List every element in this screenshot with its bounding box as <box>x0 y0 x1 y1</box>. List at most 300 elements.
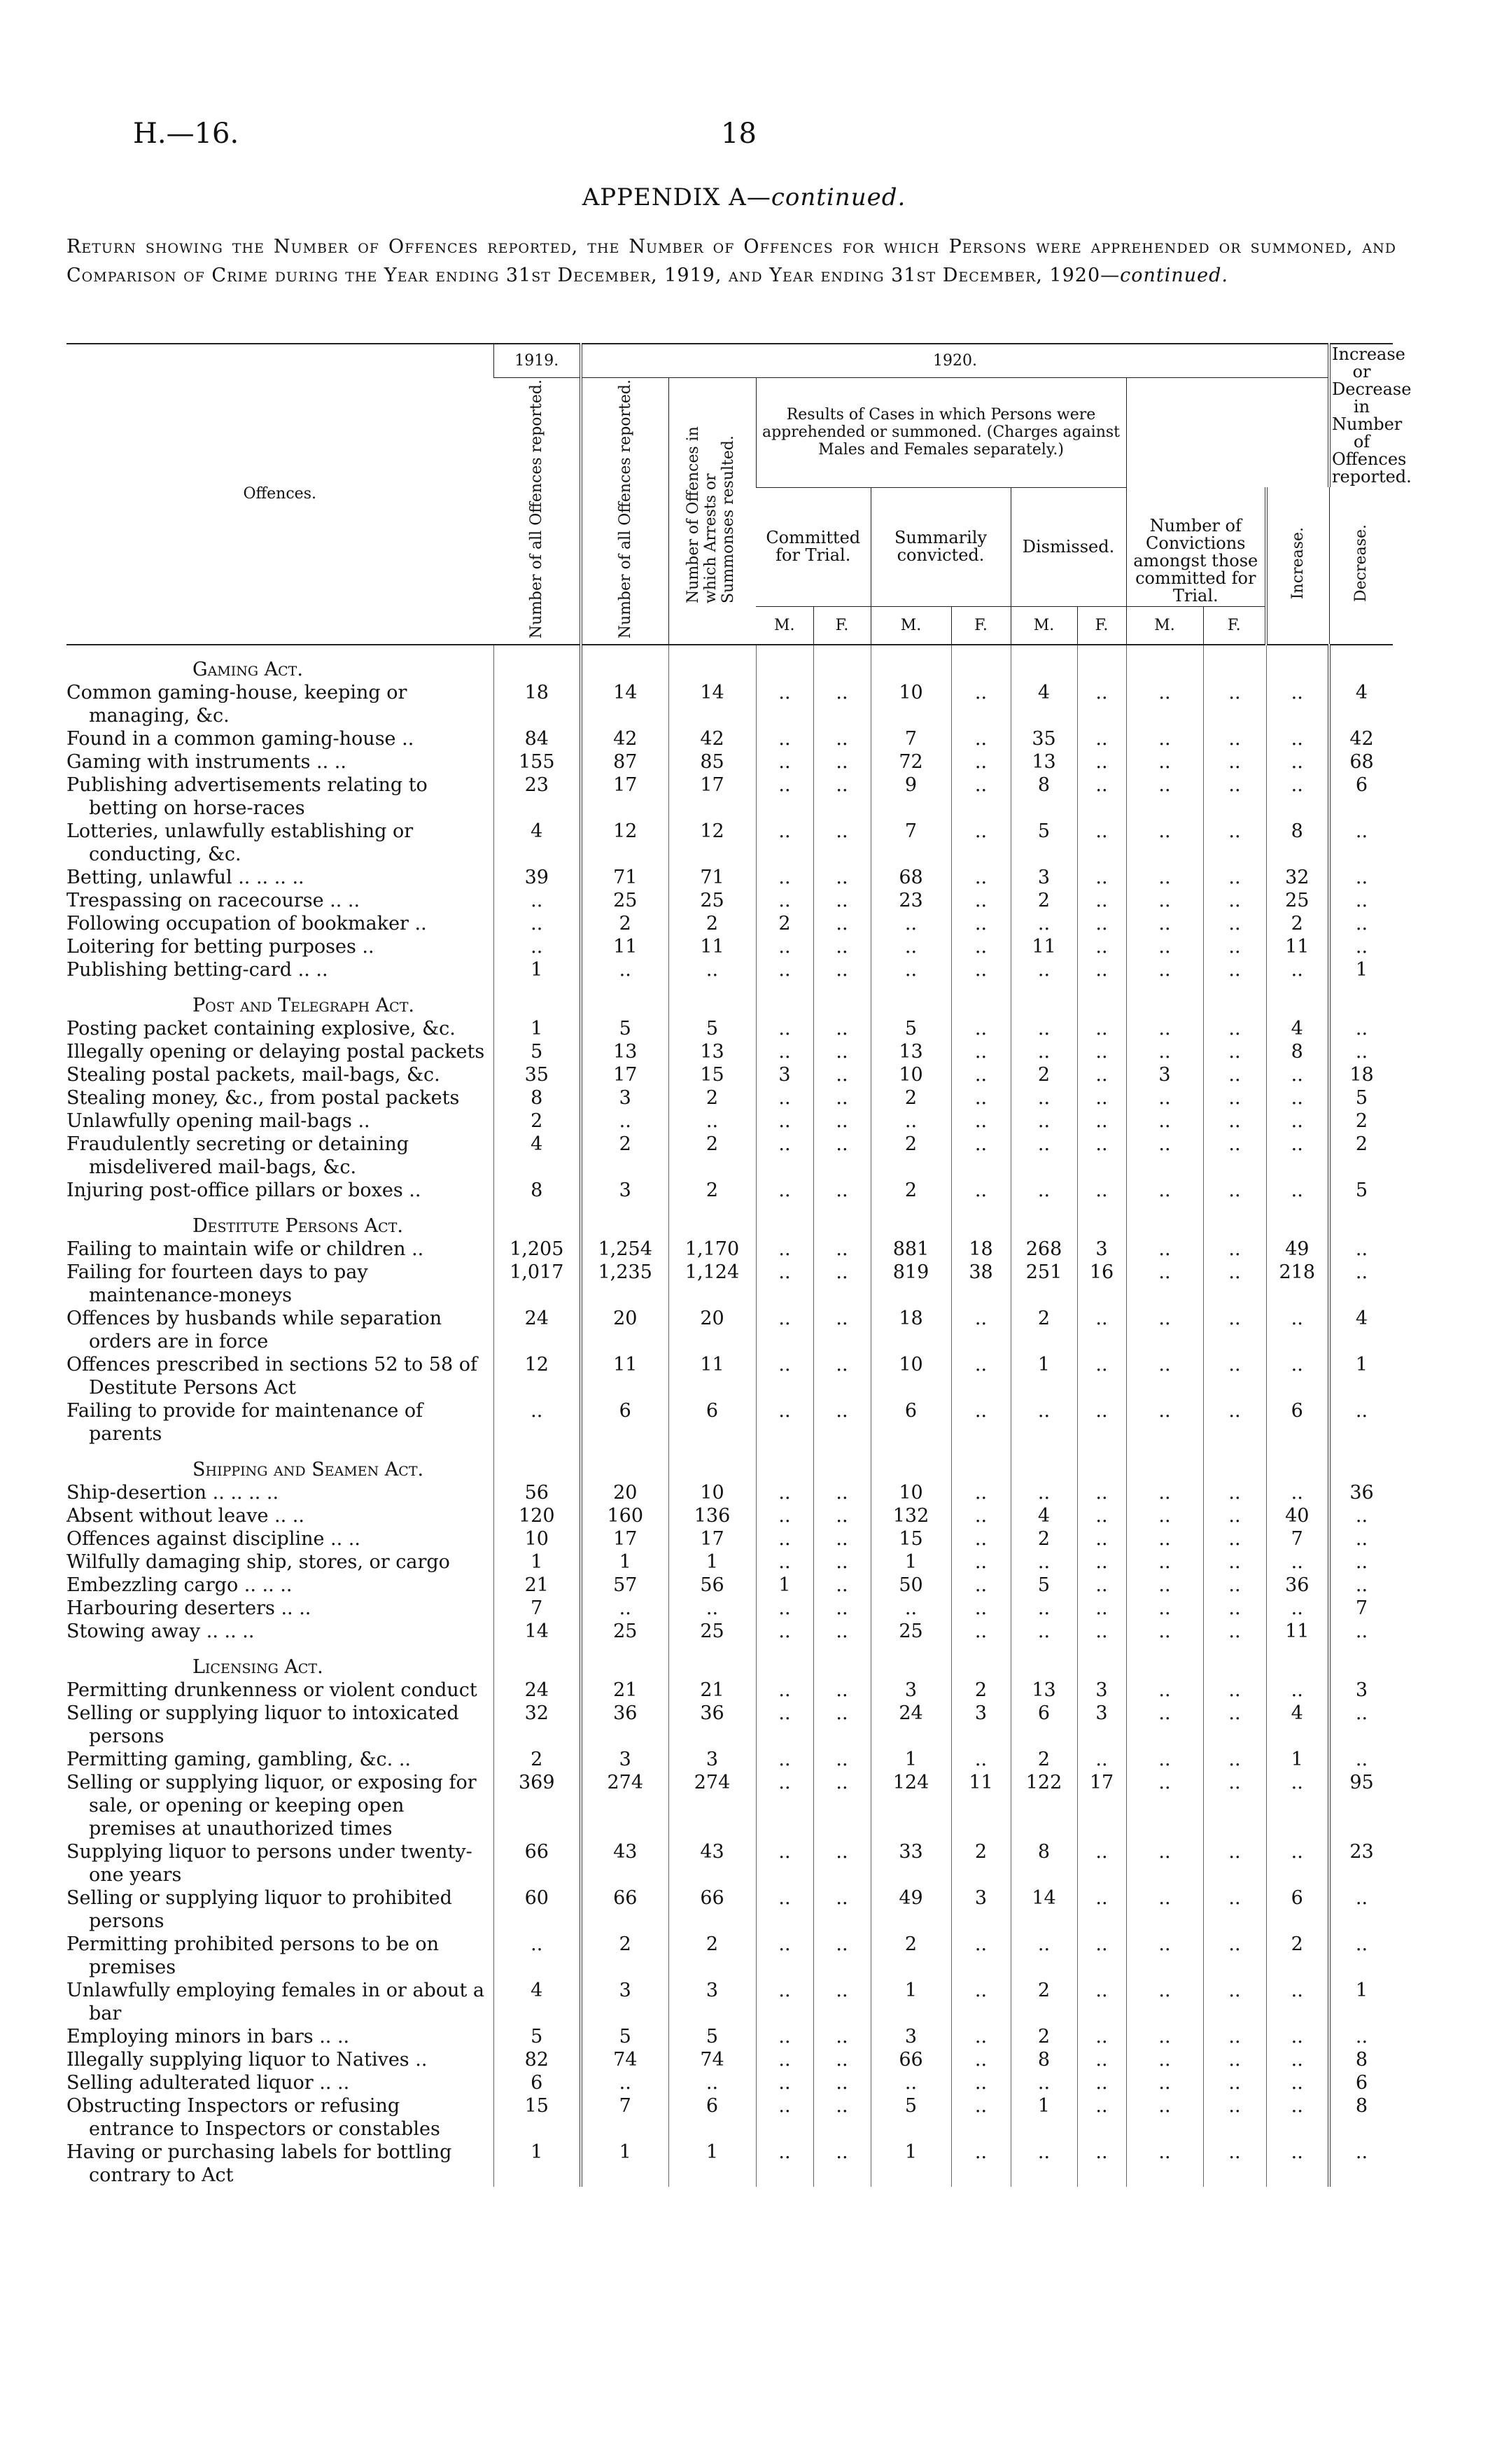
cell-value: .. <box>1203 1086 1266 1110</box>
cell-value: 122 <box>1011 1771 1077 1840</box>
cell-value: 2 <box>1011 1748 1077 1771</box>
cell-value: .. <box>813 1771 871 1840</box>
cell-value: 2 <box>1266 1933 1329 1979</box>
cell-value: 5 <box>1011 820 1077 866</box>
section-row <box>66 1446 1393 1481</box>
cell-value: 2 <box>1011 2025 1077 2048</box>
cell-value: 39 <box>493 866 581 889</box>
offence-name: Failing for fourteen days to pay maintenance-moneys <box>66 1261 368 1306</box>
offence-name: Obstructing Inspectors or refusing entrance to Inspectors or constables <box>66 2094 440 2140</box>
offence-name: Failing to provide for maintenance of parents <box>66 1399 423 1445</box>
cell-value: .. <box>756 1133 813 1179</box>
cell-value: 7 <box>581 2094 668 2141</box>
cell-value: .. <box>581 1597 668 1620</box>
cell-value: .. <box>813 1063 871 1086</box>
cell-value: 25 <box>1266 889 1329 912</box>
offence-name: Publishing betting-card .. .. <box>66 958 328 981</box>
offences-table <box>66 343 1412 2187</box>
header-committed: Committed for Trial. <box>756 487 871 607</box>
cell-value: 1,017 <box>493 1261 581 1307</box>
cell-value: .. <box>951 774 1011 820</box>
cell-value: 1 <box>871 2141 951 2187</box>
cell-value: 274 <box>581 1771 668 1840</box>
table-row <box>66 820 1393 866</box>
cell-value: 1 <box>493 958 581 981</box>
cell-value: .. <box>1126 1886 1203 1933</box>
cell-value: 33 <box>871 1840 951 1886</box>
cell-value: 160 <box>581 1504 668 1527</box>
cell-value: 49 <box>871 1886 951 1933</box>
cell-value: 24 <box>493 1679 581 1702</box>
cell-value: .. <box>951 912 1011 935</box>
cell-value: .. <box>756 727 813 750</box>
offence-name: Illegally opening or delaying postal packets <box>66 1040 485 1063</box>
cell-value: 66 <box>668 1886 756 1933</box>
table-row <box>66 750 1393 774</box>
cell-value: .. <box>756 774 813 820</box>
cell-value: .. <box>813 2025 871 2048</box>
cell-value: .. <box>1077 727 1126 750</box>
cell-value: .. <box>1126 2048 1203 2071</box>
cell-value: 10 <box>493 1527 581 1550</box>
cell-value: .. <box>1126 1933 1203 1979</box>
cell-value: 136 <box>668 1504 756 1527</box>
cell-value: .. <box>1329 1504 1393 1527</box>
cell-value: .. <box>1266 1840 1329 1886</box>
cell-value: .. <box>1329 1886 1393 1933</box>
cell-value: 10 <box>871 681 951 727</box>
table-row <box>66 1597 1393 1620</box>
cell-value: .. <box>756 1933 813 1979</box>
cell-value: 13 <box>581 1040 668 1063</box>
cell-value: .. <box>1203 1307 1266 1353</box>
cell-value: .. <box>1203 1261 1266 1307</box>
table-row <box>66 1307 1393 1353</box>
cell-value: .. <box>951 1748 1011 1771</box>
table-row <box>66 1550 1393 1574</box>
cell-value: .. <box>1203 1481 1266 1504</box>
cell-value: 2 <box>1011 1063 1077 1086</box>
cell-value: 42 <box>581 727 668 750</box>
cell-value: .. <box>1329 1574 1393 1597</box>
cell-value: .. <box>1126 1748 1203 1771</box>
cell-value: .. <box>813 1574 871 1597</box>
offence-name: Fraudulently secreting or detaining misdelivered mail-bags, &c. <box>66 1133 409 1178</box>
cell-value: 2 <box>871 1933 951 1979</box>
cell-value: .. <box>813 1110 871 1133</box>
cell-value: .. <box>951 935 1011 958</box>
header-reported-1920: Number of all Offences reported. <box>581 377 668 645</box>
cell-value: .. <box>1077 1597 1126 1620</box>
header-summarily-f: F. <box>951 607 1011 645</box>
cell-value: 5 <box>581 1017 668 1040</box>
cell-value: 8 <box>1266 820 1329 866</box>
cell-value: 124 <box>871 1771 951 1840</box>
table-row <box>66 1238 1393 1261</box>
cell-value: .. <box>581 958 668 981</box>
page-code: H.—16. <box>133 118 239 150</box>
table-row <box>66 1063 1393 1086</box>
offence-name: Following occupation of bookmaker .. <box>66 912 427 934</box>
cell-value: .. <box>1126 1597 1203 1620</box>
header-convictions-m: M. <box>1126 607 1203 645</box>
cell-value: 6 <box>1329 774 1393 820</box>
cell-value: 2 <box>668 1086 756 1110</box>
cell-value: 4 <box>1266 1017 1329 1040</box>
cell-value: 6 <box>668 2094 756 2141</box>
cell-value: 6 <box>581 1399 668 1446</box>
cell-value: .. <box>1203 727 1266 750</box>
cell-value: 84 <box>493 727 581 750</box>
cell-value: 369 <box>493 1771 581 1840</box>
cell-value: .. <box>813 889 871 912</box>
cell-value: 120 <box>493 1504 581 1527</box>
cell-value: .. <box>1126 935 1203 958</box>
cell-value: 7 <box>493 1597 581 1620</box>
cell-value: 8 <box>493 1179 581 1202</box>
cell-value: 14 <box>581 681 668 727</box>
cell-value: .. <box>951 1179 1011 1202</box>
cell-value: .. <box>813 2071 871 2094</box>
cell-value: .. <box>1203 750 1266 774</box>
cell-value: .. <box>1203 1504 1266 1527</box>
offence-name: Publishing advertisements relating to betting on horse-races <box>66 774 428 819</box>
cell-value: .. <box>1203 2025 1266 2048</box>
cell-value: .. <box>493 889 581 912</box>
cell-value: .. <box>1077 750 1126 774</box>
cell-value: .. <box>951 1979 1011 2025</box>
section-title: Destitute Persons Act. <box>192 1214 403 1237</box>
cell-value: 6 <box>493 2071 581 2094</box>
cell-value: 2 <box>871 1133 951 1179</box>
cell-value: .. <box>1329 1040 1393 1063</box>
cell-value: 7 <box>1266 1527 1329 1550</box>
cell-value: 6 <box>1266 1399 1329 1446</box>
table-row <box>66 727 1393 750</box>
cell-value: 11 <box>668 935 756 958</box>
cell-value: .. <box>1329 1238 1393 1261</box>
cell-value: .. <box>1011 2071 1077 2094</box>
cell-value: .. <box>1203 1040 1266 1063</box>
cell-value: 1 <box>871 1748 951 1771</box>
cell-value: .. <box>1077 1110 1126 1133</box>
section-row <box>66 1643 1393 1679</box>
offence-name: Common gaming-house, keeping or managing, &c. <box>66 681 407 727</box>
cell-value: 4 <box>1329 1307 1393 1353</box>
cell-value: .. <box>1329 1017 1393 1040</box>
cell-value: .. <box>756 1886 813 1933</box>
cell-value: .. <box>1126 820 1203 866</box>
cell-value: 35 <box>493 1063 581 1086</box>
cell-value: 5 <box>581 2025 668 2048</box>
cell-value: .. <box>1126 2094 1203 2141</box>
header-decrease: Decrease. <box>1329 487 1393 645</box>
offence-name: Offences by husbands while separation orders are in force <box>66 1307 442 1352</box>
cell-value: .. <box>1011 1017 1077 1040</box>
cell-value: .. <box>1266 1550 1329 1574</box>
cell-value: 68 <box>1329 750 1393 774</box>
cell-value: .. <box>813 1504 871 1527</box>
cell-value: 6 <box>668 1399 756 1446</box>
cell-value: 3 <box>668 1748 756 1771</box>
cell-value: .. <box>1203 681 1266 727</box>
table-row <box>66 1110 1393 1133</box>
cell-value: .. <box>756 750 813 774</box>
cell-value: .. <box>1011 1110 1077 1133</box>
cell-value: .. <box>1266 1353 1329 1399</box>
offence-name: Selling adulterated liquor .. .. <box>66 2071 350 2094</box>
cell-value: .. <box>813 1979 871 2025</box>
header-summarily-m: M. <box>871 607 951 645</box>
cell-value: .. <box>871 958 951 981</box>
cell-value: 2 <box>493 1110 581 1133</box>
cell-value: 6 <box>1011 1702 1077 1748</box>
offence-name: Selling or supplying liquor to prohibited persons <box>66 1886 452 1932</box>
cell-value: 11 <box>668 1353 756 1399</box>
cell-value: .. <box>951 2141 1011 2187</box>
cell-value: .. <box>1203 1679 1266 1702</box>
cell-value: .. <box>756 1527 813 1550</box>
cell-value: 68 <box>871 866 951 889</box>
cell-value: .. <box>1011 1399 1077 1446</box>
cell-value: 7 <box>871 820 951 866</box>
cell-value: .. <box>1126 1086 1203 1110</box>
cell-value: 13 <box>871 1040 951 1063</box>
cell-value: .. <box>1329 2025 1393 2048</box>
cell-value: .. <box>756 2048 813 2071</box>
table-row <box>66 2025 1393 2048</box>
cell-value: 5 <box>668 1017 756 1040</box>
table-row <box>66 1574 1393 1597</box>
offence-name: Supplying liquor to persons under twenty-one years <box>66 1840 472 1886</box>
cell-value: .. <box>951 958 1011 981</box>
cell-value: 3 <box>1077 1702 1126 1748</box>
cell-value: .. <box>756 958 813 981</box>
cell-value: .. <box>1077 1527 1126 1550</box>
cell-value: .. <box>756 866 813 889</box>
cell-value: .. <box>1077 2048 1126 2071</box>
cell-value: .. <box>951 727 1011 750</box>
cell-value: .. <box>1011 1179 1077 1202</box>
cell-value: 18 <box>871 1307 951 1353</box>
cell-value: .. <box>1126 1840 1203 1886</box>
offence-name: Stealing money, &c., from postal packets <box>66 1086 460 1109</box>
table-row <box>66 1504 1393 1527</box>
cell-value: 8 <box>493 1086 581 1110</box>
cell-value: .. <box>1077 1086 1126 1110</box>
cell-value: .. <box>813 1702 871 1748</box>
cell-value: .. <box>1266 1133 1329 1179</box>
cell-value: .. <box>1203 1110 1266 1133</box>
cell-value: 4 <box>493 820 581 866</box>
cell-value: 4 <box>1266 1702 1329 1748</box>
cell-value: .. <box>756 2141 813 2187</box>
cell-value: .. <box>871 1597 951 1620</box>
cell-value: 24 <box>871 1702 951 1748</box>
cell-value: .. <box>1126 1702 1203 1748</box>
cell-value: 8 <box>1011 1840 1077 1886</box>
cell-value: .. <box>813 1086 871 1110</box>
cell-value: .. <box>951 1307 1011 1353</box>
cell-value: .. <box>756 889 813 912</box>
cell-value: 57 <box>581 1574 668 1597</box>
cell-value: 11 <box>1266 1620 1329 1643</box>
cell-value: .. <box>1203 1353 1266 1399</box>
cell-value: .. <box>1266 958 1329 981</box>
section-title: Licensing Act. <box>192 1656 323 1678</box>
table-row <box>66 958 1393 981</box>
cell-value: .. <box>813 774 871 820</box>
cell-value: .. <box>1077 1620 1126 1643</box>
cell-value: .. <box>1203 1933 1266 1979</box>
cell-value: .. <box>951 889 1011 912</box>
cell-value: 14 <box>493 1620 581 1643</box>
cell-value: .. <box>756 1840 813 1886</box>
cell-value: 8 <box>1266 1040 1329 1063</box>
cell-value: 25 <box>668 889 756 912</box>
cell-value: .. <box>1011 958 1077 981</box>
cell-value: 1 <box>668 1550 756 1574</box>
cell-value: 74 <box>668 2048 756 2071</box>
cell-value: .. <box>1266 1679 1329 1702</box>
cell-value: .. <box>813 2048 871 2071</box>
cell-value: .. <box>1266 2094 1329 2141</box>
cell-value: .. <box>756 1399 813 1446</box>
cell-value: .. <box>1329 1550 1393 1574</box>
cell-value: 40 <box>1266 1504 1329 1527</box>
cell-value: .. <box>1203 1133 1266 1179</box>
cell-value: .. <box>1126 1017 1203 1040</box>
header-summarily: Summarily convicted. <box>871 487 1011 607</box>
offence-name: Offences prescribed in sections 52 to 58 of Destitute Persons Act <box>66 1353 477 1399</box>
cell-value: .. <box>951 1550 1011 1574</box>
cell-value: .. <box>1203 1771 1266 1840</box>
cell-value: .. <box>1329 1261 1393 1307</box>
cell-value: 2 <box>668 1933 756 1979</box>
cell-value: .. <box>813 820 871 866</box>
cell-value: 2 <box>1011 889 1077 912</box>
cell-value: 1,254 <box>581 1238 668 1261</box>
cell-value: .. <box>1077 1933 1126 1979</box>
cell-value: .. <box>951 2071 1011 2094</box>
cell-value: 32 <box>493 1702 581 1748</box>
table-row <box>66 1481 1393 1504</box>
cell-value: .. <box>1011 1040 1077 1063</box>
cell-value: .. <box>756 681 813 727</box>
cell-value: .. <box>493 935 581 958</box>
cell-value: .. <box>493 1933 581 1979</box>
cell-value: 3 <box>581 1748 668 1771</box>
cell-value: .. <box>813 681 871 727</box>
cell-value: .. <box>1011 912 1077 935</box>
cell-value: 2 <box>951 1679 1011 1702</box>
cell-value: .. <box>1329 912 1393 935</box>
cell-value: 2 <box>581 1133 668 1179</box>
cell-value: .. <box>1011 1933 1077 1979</box>
cell-value: .. <box>1011 1086 1077 1110</box>
table-row <box>66 1133 1393 1179</box>
cell-value: 56 <box>493 1481 581 1504</box>
table-body <box>66 645 1393 2187</box>
section-row <box>66 981 1393 1017</box>
cell-value: .. <box>1077 2094 1126 2141</box>
cell-value: .. <box>813 912 871 935</box>
cell-value: .. <box>1266 1771 1329 1840</box>
cell-value: .. <box>951 1527 1011 1550</box>
cell-value: 2 <box>493 1748 581 1771</box>
cell-value: .. <box>1077 1353 1126 1399</box>
offence-name: Illegally supplying liquor to Natives .. <box>66 2048 428 2071</box>
cell-value: .. <box>813 1933 871 1979</box>
cell-value: .. <box>1126 1399 1203 1446</box>
table-row <box>66 1840 1393 1886</box>
cell-value: 1 <box>871 1550 951 1574</box>
appendix-continued: continued. <box>771 183 906 211</box>
cell-value: .. <box>1329 1399 1393 1446</box>
cell-value: 1 <box>756 1574 813 1597</box>
cell-value: .. <box>813 1399 871 1446</box>
cell-value: 2 <box>581 1933 668 1979</box>
cell-value: .. <box>813 2141 871 2187</box>
cell-value: .. <box>1203 2094 1266 2141</box>
header-year-1920: 1920. <box>581 344 1329 377</box>
cell-value: .. <box>1203 774 1266 820</box>
cell-value: .. <box>1126 1133 1203 1179</box>
cell-value: 5 <box>871 1017 951 1040</box>
cell-value: 3 <box>1077 1679 1126 1702</box>
cell-value: 17 <box>1077 1771 1126 1840</box>
cell-value: 49 <box>1266 1238 1329 1261</box>
offence-name: Posting packet containing explosive, &c. <box>66 1017 456 1040</box>
cell-value: 3 <box>1329 1679 1393 1702</box>
cell-value: 16 <box>1077 1261 1126 1307</box>
cell-value: .. <box>813 1040 871 1063</box>
cell-value: .. <box>951 1504 1011 1527</box>
cell-value: .. <box>1126 1979 1203 2025</box>
header-offences: Offences. <box>66 344 493 645</box>
cell-value: .. <box>756 2025 813 2048</box>
appendix-label: APPENDIX A— <box>582 183 771 211</box>
cell-value: 251 <box>1011 1261 1077 1307</box>
cell-value: .. <box>1203 1238 1266 1261</box>
cell-value: .. <box>951 1481 1011 1504</box>
cell-value: 32 <box>1266 866 1329 889</box>
cell-value: 1,170 <box>668 1238 756 1261</box>
cell-value: .. <box>1329 1933 1393 1979</box>
cell-value: .. <box>1126 1238 1203 1261</box>
cell-value: .. <box>813 1133 871 1179</box>
header-dismissed-f: F. <box>1077 607 1126 645</box>
table-row <box>66 1353 1393 1399</box>
cell-value: 15 <box>668 1063 756 1086</box>
cell-value: 1 <box>493 1550 581 1574</box>
cell-value: .. <box>951 1574 1011 1597</box>
cell-value: .. <box>756 1307 813 1353</box>
offence-name: Offences against discipline .. .. <box>66 1527 360 1550</box>
cell-value: 66 <box>871 2048 951 2071</box>
cell-value: .. <box>951 2094 1011 2141</box>
cell-value: 20 <box>581 1481 668 1504</box>
cell-value: .. <box>1077 1481 1126 1504</box>
header-reported-1919: Number of all Offences reported. <box>528 379 545 638</box>
cell-value: 4 <box>1011 1504 1077 1527</box>
offence-name: Employing minors in bars .. .. <box>66 2025 350 2047</box>
section-row <box>66 645 1393 681</box>
cell-value: .. <box>1329 935 1393 958</box>
cell-value: 72 <box>871 750 951 774</box>
cell-value: .. <box>1266 1110 1329 1133</box>
cell-value: .. <box>756 1261 813 1307</box>
